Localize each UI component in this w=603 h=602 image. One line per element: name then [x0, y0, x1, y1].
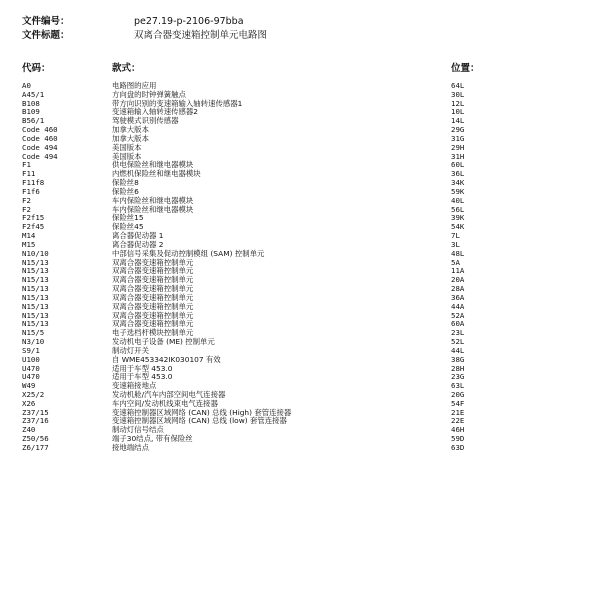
row-position: 39K [451, 213, 465, 223]
table-row [22, 82, 582, 91]
table-row [22, 285, 582, 294]
row-position: 36L [451, 169, 465, 179]
row-code: Z37/16 [22, 416, 49, 426]
row-description: 双离合器变速箱控制单元 [112, 266, 194, 276]
row-code: Z6/177 [22, 442, 49, 452]
row-code: N15/13 [22, 319, 49, 329]
table-row [22, 91, 582, 100]
row-description: 双离合器变速箱控制单元 [112, 310, 194, 320]
row-position: 63L [451, 381, 465, 391]
row-position: 31H [451, 151, 465, 161]
doc-title-value: 双离合器变速箱控制单元电路图 [134, 30, 268, 41]
row-position: 40L [451, 195, 465, 205]
row-description: 中部信号采集及促动控制模组 (SAM) 控制单元 [112, 248, 265, 258]
row-code: F2 [22, 204, 31, 214]
row-position: 20G [451, 389, 465, 399]
table-row [22, 197, 582, 206]
row-code: F1f6 [22, 186, 40, 196]
row-description: 适用于车型 453.0 [112, 363, 173, 373]
row-code: U470 [22, 363, 40, 373]
row-position: 23L [451, 328, 465, 338]
row-code: N3/10 [22, 337, 45, 347]
row-position: 38G [451, 354, 465, 364]
table-row [22, 356, 582, 365]
row-code: M15 [22, 239, 36, 249]
row-position: 3L [451, 239, 460, 249]
row-description: 制动灯开关 [112, 345, 149, 355]
table-row [22, 417, 582, 426]
row-description: 供电保险丝和继电器模块 [112, 160, 194, 170]
row-position: 52A [451, 310, 465, 320]
row-position: 54K [451, 222, 465, 232]
table-row [22, 206, 582, 215]
table-row [22, 444, 582, 453]
row-description: 变速箱控制器区域网络 (CAN) 总线 (High) 套管连接器 [112, 407, 292, 417]
table-row [22, 153, 582, 162]
row-position: 28H [451, 363, 465, 373]
row-description: 双离合器变速箱控制单元 [112, 275, 194, 285]
row-description: 电子选档杆模块控制单元 [112, 328, 194, 338]
row-description: 带方向识别的变速箱输入轴转速传感器1 [112, 98, 243, 108]
row-position: 64L [451, 81, 465, 90]
row-position: 30L [451, 89, 465, 99]
row-code: Z50/56 [22, 434, 49, 444]
row-code: N15/13 [22, 284, 49, 294]
row-code: Code 460 [22, 125, 58, 135]
row-position: 44A [451, 301, 465, 311]
row-position: 31G [451, 133, 465, 143]
table-row [22, 312, 582, 321]
row-description: 驾驶模式识别传感器 [112, 116, 179, 126]
row-code: N15/13 [22, 301, 49, 311]
doc-title-label: 文件标题： [22, 30, 70, 41]
row-position: 10L [451, 107, 465, 117]
row-code: W49 [22, 381, 36, 391]
table-row [22, 108, 582, 117]
row-description: 接地端结点 [112, 442, 149, 452]
table-row [22, 338, 582, 347]
row-code: N15/13 [22, 310, 49, 320]
row-code: F2 [22, 195, 31, 205]
row-code: N15/13 [22, 266, 49, 276]
row-description: 发动机电子设备 (ME) 控制单元 [112, 337, 215, 347]
row-description: 发动机舱/汽车内部空间电气连接器 [112, 389, 226, 399]
row-position: 29G [451, 125, 465, 135]
row-description: 适用于车型 453.0 [112, 372, 173, 382]
component-table [22, 82, 582, 453]
table-row [22, 188, 582, 197]
row-description: 双离合器变速箱控制单元 [112, 257, 194, 267]
header-desc: 款式： [112, 63, 141, 74]
row-code: U470 [22, 372, 40, 382]
row-code: S9/1 [22, 345, 40, 355]
row-position: 63D [451, 442, 465, 452]
row-position: 52L [451, 337, 465, 347]
table-row [22, 400, 582, 409]
row-description: 车内保险丝和继电器模块 [112, 204, 194, 214]
row-description: 车内空间/发动机线束电气连接器 [112, 398, 218, 408]
table-row [22, 294, 582, 303]
row-description: 双离合器变速箱控制单元 [112, 292, 194, 302]
table-row [22, 329, 582, 338]
row-position: 59K [451, 186, 465, 196]
table-row [22, 144, 582, 153]
table-row [22, 214, 582, 223]
row-position: 29H [451, 142, 465, 152]
row-description: 变速箱接地点 [112, 381, 157, 391]
row-description: 制动灯信号结点 [112, 425, 164, 435]
table-row [22, 161, 582, 170]
table-row [22, 303, 582, 312]
row-description: 双离合器变速箱控制单元 [112, 284, 194, 294]
table-row [22, 276, 582, 285]
row-code: A45/1 [22, 89, 45, 99]
row-code: B108 [22, 98, 40, 108]
row-code: N15/13 [22, 292, 49, 302]
row-position: 22E [451, 416, 465, 426]
row-description: 美国版本 [112, 142, 142, 152]
row-position: 12L [451, 98, 465, 108]
table-row [22, 223, 582, 232]
row-code: Z37/15 [22, 407, 49, 417]
row-description: 离合器促动器 1 [112, 231, 164, 241]
table-row [22, 100, 582, 109]
row-code: B56/1 [22, 116, 45, 126]
row-code: Code 494 [22, 151, 58, 161]
doc-number-value: pe27.19-p-2106-97bba [134, 16, 244, 27]
row-code: N15/13 [22, 275, 49, 285]
table-row [22, 135, 582, 144]
row-description: 离合器促动器 2 [112, 239, 164, 249]
row-code: N10/10 [22, 248, 49, 258]
row-code: F2f15 [22, 213, 45, 223]
row-position: 54F [451, 398, 465, 408]
row-description: 双离合器变速箱控制单元 [112, 319, 194, 329]
row-position: 56L [451, 204, 465, 214]
row-position: 44L [451, 345, 465, 355]
table-row [22, 259, 582, 268]
row-code: F11f8 [22, 178, 45, 188]
row-code: N15/5 [22, 328, 45, 338]
table-row [22, 250, 582, 259]
table-row [22, 435, 582, 444]
row-description: 保险丝45 [112, 222, 144, 232]
row-code: X25/2 [22, 389, 45, 399]
row-description: 电路图的应用 [112, 81, 157, 90]
row-position: 14L [451, 116, 465, 126]
row-code: X26 [22, 398, 36, 408]
table-row [22, 117, 582, 126]
row-code: Code 460 [22, 133, 58, 143]
table-row [22, 391, 582, 400]
table-row [22, 232, 582, 241]
table-row [22, 320, 582, 329]
row-position: 7L [451, 231, 460, 241]
row-position: 36A [451, 292, 465, 302]
row-description: 保险丝15 [112, 213, 144, 223]
row-position: 28A [451, 284, 465, 294]
row-code: Code 494 [22, 142, 58, 152]
row-description: 保险丝6 [112, 186, 139, 196]
row-position: 21E [451, 407, 465, 417]
header-pos: 位置： [451, 63, 480, 74]
table-row [22, 409, 582, 418]
row-description: 内燃机保险丝和继电器模块 [112, 169, 201, 179]
row-position: 11A [451, 266, 465, 276]
row-description: 车内保险丝和继电器模块 [112, 195, 194, 205]
row-description: 自 WME453342IK030107 有效 [112, 354, 221, 364]
table-row [22, 365, 582, 374]
row-description: 美国版本 [112, 151, 142, 161]
row-position: 5A [451, 257, 460, 267]
row-position: 20A [451, 275, 465, 285]
row-code: Z40 [22, 425, 36, 435]
table-row [22, 373, 582, 382]
row-description: 端子30结点, 带有保险丝 [112, 434, 193, 444]
table-row [22, 126, 582, 135]
row-description: 加拿大版本 [112, 133, 149, 143]
table-row [22, 179, 582, 188]
doc-number-label: 文件编号： [22, 16, 70, 27]
table-row [22, 426, 582, 435]
row-description: 方向盘的时钟弹簧触点 [112, 89, 186, 99]
row-position: 59D [451, 434, 465, 444]
table-row [22, 382, 582, 391]
table-row [22, 170, 582, 179]
row-description: 保险丝8 [112, 178, 139, 188]
row-description: 加拿大版本 [112, 125, 149, 135]
row-position: 23G [451, 372, 465, 382]
row-code: N15/13 [22, 257, 49, 267]
row-description: 变速箱输入轴转速传感器2 [112, 107, 199, 117]
row-position: 60A [451, 319, 465, 329]
row-code: U100 [22, 354, 40, 364]
row-description: 双离合器变速箱控制单元 [112, 301, 194, 311]
row-position: 48L [451, 248, 465, 258]
table-row [22, 267, 582, 276]
table-row [22, 241, 582, 250]
row-code: A0 [22, 81, 31, 90]
table-row [22, 347, 582, 356]
row-position: 46H [451, 425, 465, 435]
row-code: F1 [22, 160, 31, 170]
row-position: 60L [451, 160, 465, 170]
row-description: 变速箱控制器区域网络 (CAN) 总线 (low) 套管连接器 [112, 416, 287, 426]
row-code: F11 [22, 169, 36, 179]
header-code: 代码： [22, 63, 51, 74]
row-position: 34K [451, 178, 465, 188]
row-code: B109 [22, 107, 40, 117]
row-code: M14 [22, 231, 36, 241]
row-code: F2f45 [22, 222, 45, 232]
